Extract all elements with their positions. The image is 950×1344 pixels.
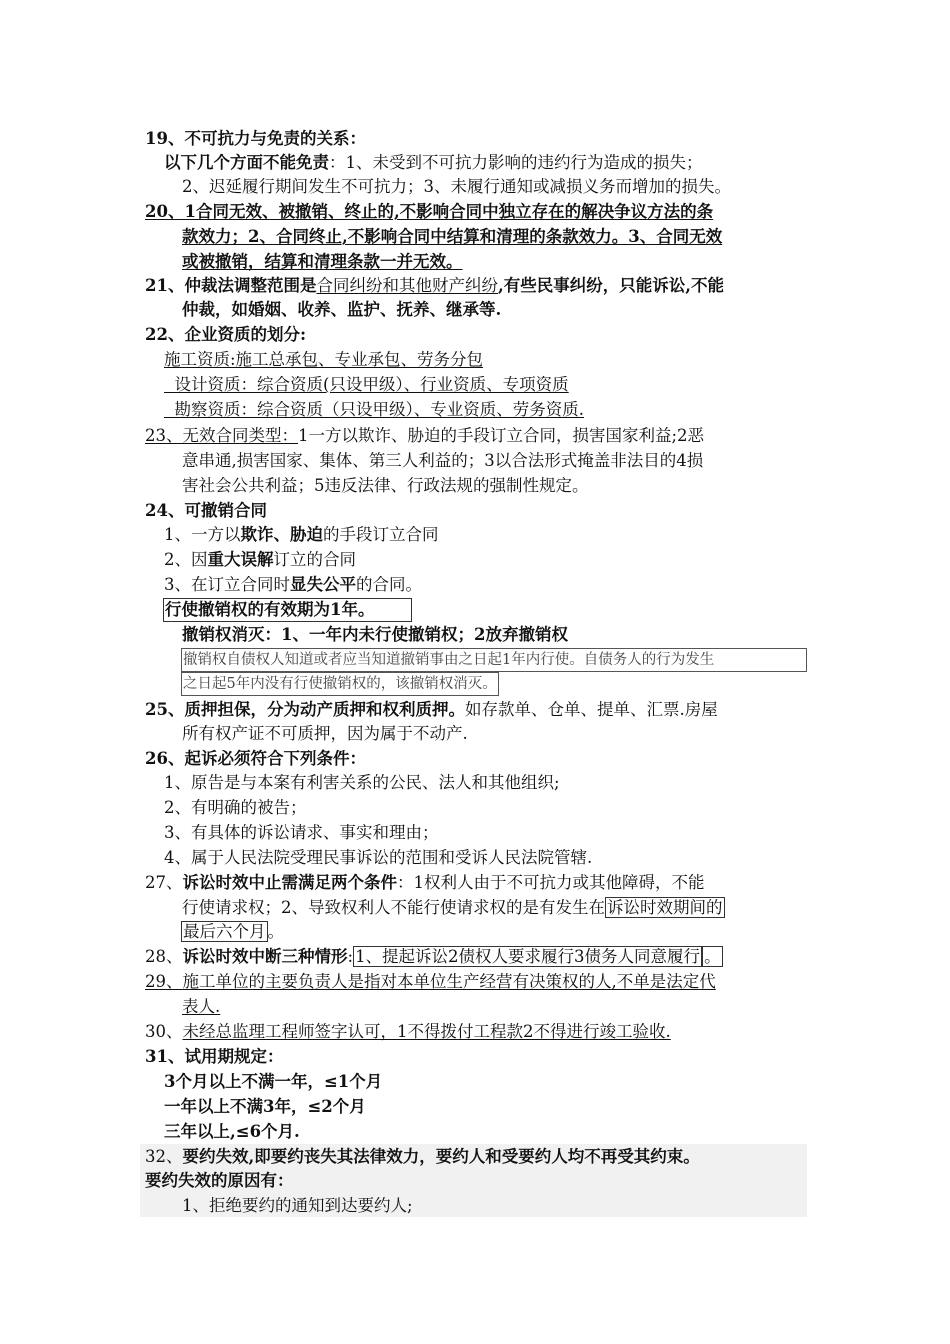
item-27-line-2-box: 诉讼时效期间的	[607, 898, 723, 917]
item-24-c-pre: 3、在订立合同时	[164, 575, 290, 594]
item-27-line-2	[182, 896, 725, 920]
item-30-num: 30、	[145, 1022, 183, 1041]
item-28-box: 1、提起诉讼2债权人要求履行3债务人同意履行	[355, 947, 701, 966]
item-24-a	[164, 523, 439, 547]
item-31-b: 一年以上不满3年，≤2个月	[164, 1097, 366, 1116]
item-20-line-2: 款效力；2、合同终止,不影响合同中结算和清理的条款效力。3、合同无效	[182, 227, 723, 246]
item-24-note-2: 之日起5年内没有行使撤销权的，该撤销权消灭。	[181, 672, 499, 696]
item-29-line-1: 29、施工单位的主要负责人是指对本单位生产经营有决策权的人,不单是法定代	[145, 972, 716, 991]
item-22-design-text: 设计资质：综合资质(只设甲级）、行业资质、专项资质	[174, 375, 569, 394]
item-24-b-bold: 重大误解	[207, 550, 274, 569]
item-24-c	[164, 573, 422, 597]
item-27-line-2-pre: 行使请求权；2、导致权利人不能行使请求权的是有发生在	[182, 898, 605, 917]
item-32-line-3: 1、拒绝要约的通知到达要约人;	[182, 1196, 413, 1215]
item-21-line-2: 仲裁，如婚姻、收养、监护、抚养、继承等.	[182, 300, 502, 319]
item-30-rest: 未经总监理工程师签字认可，1不得拨付工程款2不得进行竣工验收.	[182, 1022, 671, 1041]
item-21-scope: 合同纠纷和其他财产纠纷	[316, 276, 498, 295]
item-24-b-post: 订立的合同	[273, 550, 356, 569]
item-24-a-pre: 1、一方以	[164, 525, 241, 544]
item-27-line-3	[181, 920, 284, 944]
item-23-pre: 23、无效合同类型：	[145, 426, 298, 445]
item-24-c-post: 的合同。	[356, 575, 422, 594]
item-21-pre: 21、仲裁法调整范围是	[145, 276, 317, 295]
item-23-post: 1一方以欺诈、胁迫的手段订立合同，损害国家利益;2恶	[298, 426, 705, 445]
item-26-heading: 26、起诉必须符合下列条件：	[145, 749, 366, 768]
item-22-survey-text: 勘察资质：综合资质（只设甲级）、专业资质、劳务资质.	[174, 400, 584, 419]
item-26-b: 2、有明确的被告；	[164, 798, 307, 817]
item-27-line-3-post: 。	[267, 922, 284, 941]
item-32-num: 32、	[145, 1147, 183, 1166]
item-27-num: 27、	[145, 873, 183, 892]
item-27-bold: 诉讼时效中止需满足两个条件	[182, 873, 397, 892]
item-22-survey	[164, 398, 584, 422]
item-28-num: 28、	[145, 947, 183, 966]
item-30	[145, 1020, 671, 1044]
item-26-d: 4、属于人民法院受理民事诉讼的范围和受诉人民法院管辖.	[164, 848, 593, 867]
item-25-line-2: 所有权产证不可质押，因为属于不动产.	[182, 724, 468, 743]
item-19-line-1-rest: ：1、未受到不可抗力影响的违约行为造成的损失；	[329, 153, 703, 172]
item-26-a: 1、原告是与本案有利害关系的公民、法人和其他组织;	[164, 773, 560, 792]
item-23-line-3: 害社会公共利益；5违反法律、行政法规的强制性规定。	[182, 476, 589, 495]
item-22-construction: 施工资质:施工总承包、专业承包、劳务分包	[164, 350, 484, 369]
item-28-bold: 诉讼时效中断三种情形	[182, 947, 348, 966]
item-19-line-1	[164, 151, 703, 175]
item-23-line-2: 意串通,损害国家、集体、第三人利益的；3以合法形式掩盖非法目的4损	[182, 451, 704, 470]
item-24-period-box: 行使撤销权的有效期为1年。	[163, 598, 412, 622]
item-23-line-1	[145, 424, 704, 448]
item-32-bold: 要约失效,即要约丧失其法律效力，要约人和受要约人均不再受其约束。	[182, 1147, 700, 1166]
item-32-line-1	[145, 1145, 700, 1169]
item-28	[145, 945, 723, 969]
item-24-c-bold: 显失公平	[290, 575, 356, 594]
item-27-line-1	[145, 871, 705, 895]
item-29-line-2: 表人.	[182, 997, 221, 1016]
item-31-heading: 31、试用期规定：	[145, 1047, 284, 1066]
item-25-bold: 25、质押担保，分为动产质押和权利质押。	[145, 700, 465, 719]
item-24-note-1: 撤销权自债权人知道或者应当知道撤销事由之日起1年内行使。自债务人的行为发生	[181, 648, 807, 672]
item-22-design	[164, 373, 569, 397]
item-21-line-1	[145, 274, 724, 298]
item-19-line-2: 2、迟延履行期间发生不可抗力；3、未履行通知或减损义务而增加的损失。	[182, 177, 731, 196]
item-27-line-3-box: 最后六个月	[183, 922, 266, 941]
item-22-heading: 22、企业资质的划分:	[145, 325, 307, 344]
item-19-heading: 19、不可抗力与免责的关系：	[145, 129, 366, 148]
item-26-c: 3、有具体的诉讼请求、事实和理由；	[164, 823, 439, 842]
item-19-lead: 以下几个方面不能免责	[164, 153, 329, 172]
item-24-extinct: 撤销权消灭：1、一年内未行使撤销权；2放弃撤销权	[182, 625, 568, 644]
item-24-heading: 24、可撤销合同	[145, 501, 267, 520]
item-24-a-post: 的手段订立合同	[323, 525, 439, 544]
item-25-rest: 如存款单、仓单、提单、汇票.房屋	[464, 700, 718, 719]
item-32-line-2: 要约失效的原因有：	[145, 1171, 294, 1190]
item-31-c: 三年以上,≤6个月.	[164, 1122, 300, 1141]
item-25-line-1	[145, 698, 718, 722]
item-27-rest: ：1权利人由于不可抗力或其他障碍，不能	[397, 873, 705, 892]
item-31-a: 3个月以上不满一年，≤1个月	[164, 1072, 383, 1091]
item-28-end: 。	[704, 947, 721, 966]
item-28-colon: :	[347, 947, 354, 966]
item-24-b-pre: 2、因	[164, 550, 208, 569]
item-24-a-bold: 欺诈、胁迫	[240, 525, 323, 544]
item-20-line-3: 或被撤销，结算和清理条款一并无效。	[182, 252, 463, 271]
item-21-post: ,有些民事纠纷，只能诉讼,不能	[497, 276, 724, 295]
item-20-line-1: 20、1合同无效、被撤销、终止的,不影响合同中独立存在的解决争议方法的条	[145, 202, 714, 221]
item-24-b	[164, 548, 356, 572]
